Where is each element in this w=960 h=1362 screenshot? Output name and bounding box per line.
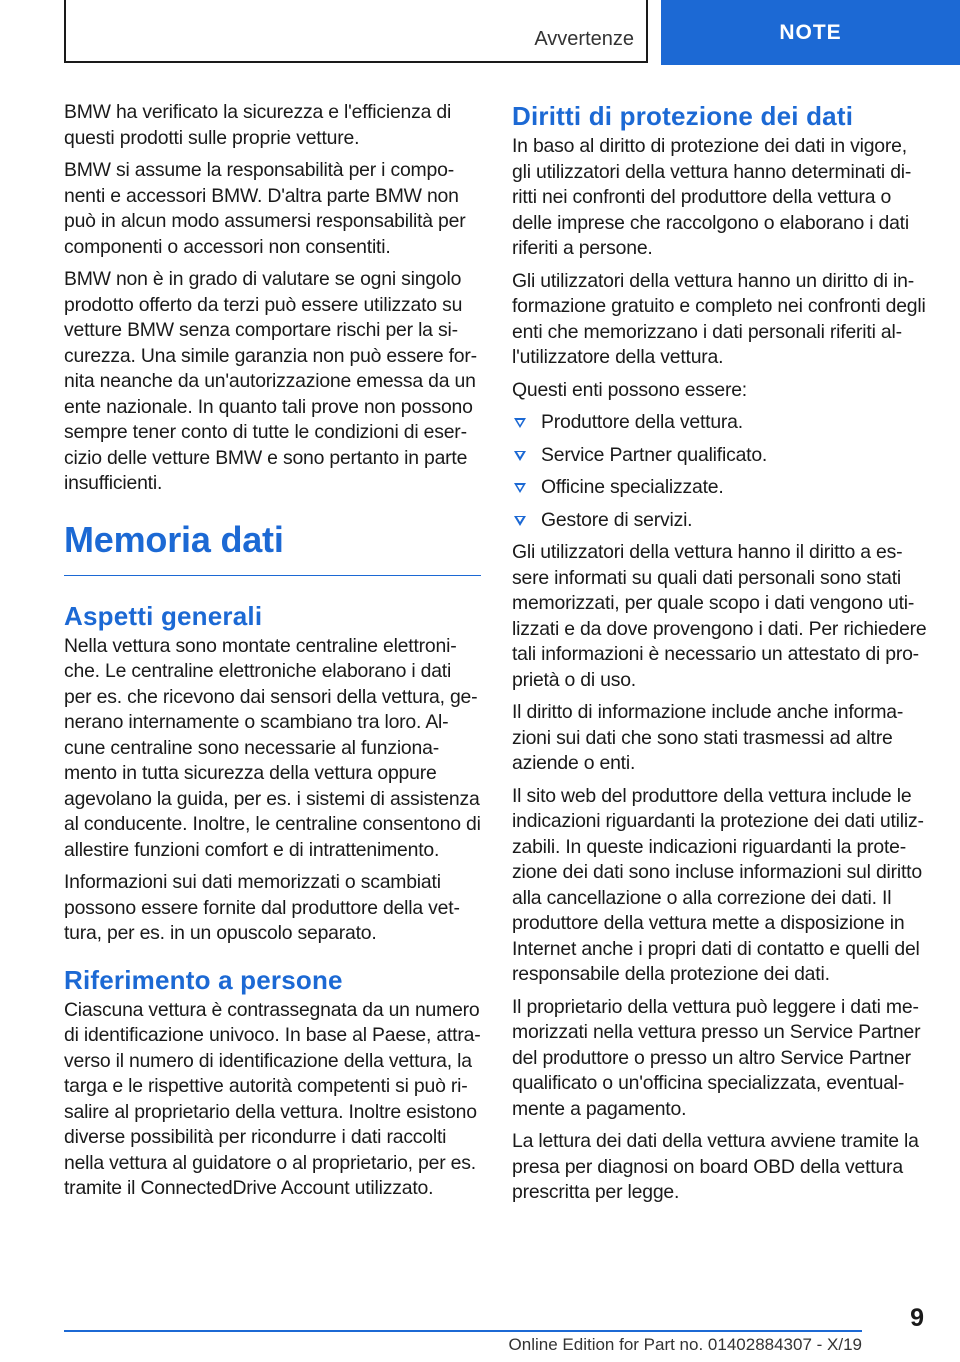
paragraph: Nella vettura sono montate centraline elettroniche. Le centraline elettroniche elaborano i dati per es. che ricevono dai sensori della vettura, generano internamente o scambiano tra loro. Alcune centraline sono necessarie al funzionamento in tutta sicurezza della vettura oppure agevolano la guida, per es. i sistemi di assistenza al conducente. Inoltre, le centraline consentono di allestire funzioni comfort e di intrattenimento. (64, 634, 481, 861)
paragraph: Ciascuna vettura è contrassegnata da un numero di identificazione univoco. In base al Paese, attraverso il numero di identificazione della vettura, la targa e le rispettive autorità competenti si può risalire al proprietario della vettura. Inoltre esistono diverse possibilità per ricondurre i dati raccolti nella vettura al guidatore o al proprietario, per es. tramite il ConnectedDrive Account utilizzato. (64, 998, 481, 1199)
footer-edition: Online Edition for Part no. 01402884307 - X/19 (508, 1335, 862, 1354)
list-item-text: Produttore della vettura. (541, 411, 743, 433)
section-heading-privacy: Diritti di protezione dei dati (512, 101, 854, 131)
header-section-box (64, 0, 648, 63)
list-item (512, 475, 929, 501)
list-item-text: Service Partner qualificato. (541, 443, 768, 466)
paragraph: In baso al diritto di protezione dei dati in vigore, gli utilizzatori della vettura hanno determinati diritti nei confronti del produttore della vettura o delle imprese che raccolgono o elaborano i dati riferiti a persone. (512, 135, 912, 259)
triangle-bullet-icon (514, 516, 526, 526)
paragraph: Gli utilizzatori della vettura hanno il diritto a essere informati su quali dati personali sono stati memorizzati, per quale scopo i dati vengono utilizzati e da dove provengono i dati. Per richiedere tali informazioni è necessario un attestato di proprietà o di uso. (512, 541, 927, 691)
paragraph: Il proprietario della vettura può leggere i dati memorizzati nella vettura presso un Service Partner del produttore o presso un altro Service Partner qualificato o un'officina specializzata, eventualmente a pagamento. (512, 995, 921, 1120)
header-tab-note (661, 0, 960, 65)
chapter-heading: Memoria dati (64, 519, 481, 576)
header-section-label: Avvertenze (534, 28, 634, 50)
paragraph: La lettura dei dati della vettura avviene tramite la presa per diagnosi on board OBD della vettura prescritta per legge. (512, 1130, 919, 1203)
list-item-text: Gestore di servizi. (541, 508, 693, 531)
paragraph: BMW si assume la responsabilità per i componenti e accessori BMW. D'altra parte BMW non può in alcun modo assumersi responsabilità per componenti o accessori non consentiti. (64, 159, 466, 258)
footer-divider (64, 1330, 862, 1332)
list-item (512, 410, 929, 436)
paragraph: Il diritto di informazione include anche informazioni sui dati che sono stati trasmessi ad altre aziende o enti. (512, 701, 904, 774)
triangle-bullet-icon (514, 483, 526, 493)
right-column (512, 100, 929, 1213)
paragraph: Informazioni sui dati memorizzati o scambiati possono essere fornite dal produttore della vettura, per es. in un opuscolo separato. (64, 871, 460, 944)
left-column (64, 100, 481, 1209)
section-heading-person: Riferimento a persone (64, 964, 343, 995)
list-item (512, 508, 929, 534)
paragraph: BMW non è in grado di valutare se ogni singolo prodotto offerto da terzi può essere utilizzato su vetture BMW senza comportare rischi per la sicurezza. Una simile garanzia non può essere fornita neanche da un'autorizzazione emessa da un ente nazionale. In quanto tali prove non possono sempre tener conto di tutte le condizioni di esercizio delle vetture BMW e sono pertanto in parte insufficienti. (64, 268, 478, 494)
triangle-bullet-icon (514, 451, 526, 461)
paragraph: Questi enti possono essere: (512, 378, 747, 401)
list-item-text: Officine specializzate. (541, 476, 724, 498)
page-number: 9 (910, 1304, 924, 1332)
entity-list (512, 410, 929, 533)
paragraph: Il sito web del produttore della vettura include le indicazioni riguardanti la protezione dei dati utilizzabili. In queste indicazioni riguardanti la protezione dei dati sono incluse informazioni sul diritto alla cancellazione o alla correzione dei dati. Il produttore della vettura mette a disposizione in Internet anche i propri dati di contatto e quelli del responsabile della protezione dei dati. (512, 784, 924, 985)
paragraph: Gli utilizzatori della vettura hanno un diritto di informazione gratuito e completo nei confronti degli enti che memorizzano i dati personali riferiti all'utilizzatore della vettura. (512, 269, 926, 368)
section-heading-general: Aspetti generali (64, 600, 263, 631)
triangle-bullet-icon (514, 418, 526, 428)
list-item (512, 443, 929, 469)
paragraph: BMW ha verificato la sicurezza e l'efficienza di questi prodotti sulle proprie vetture. (64, 101, 452, 149)
header-tab-label: NOTE (779, 20, 842, 44)
